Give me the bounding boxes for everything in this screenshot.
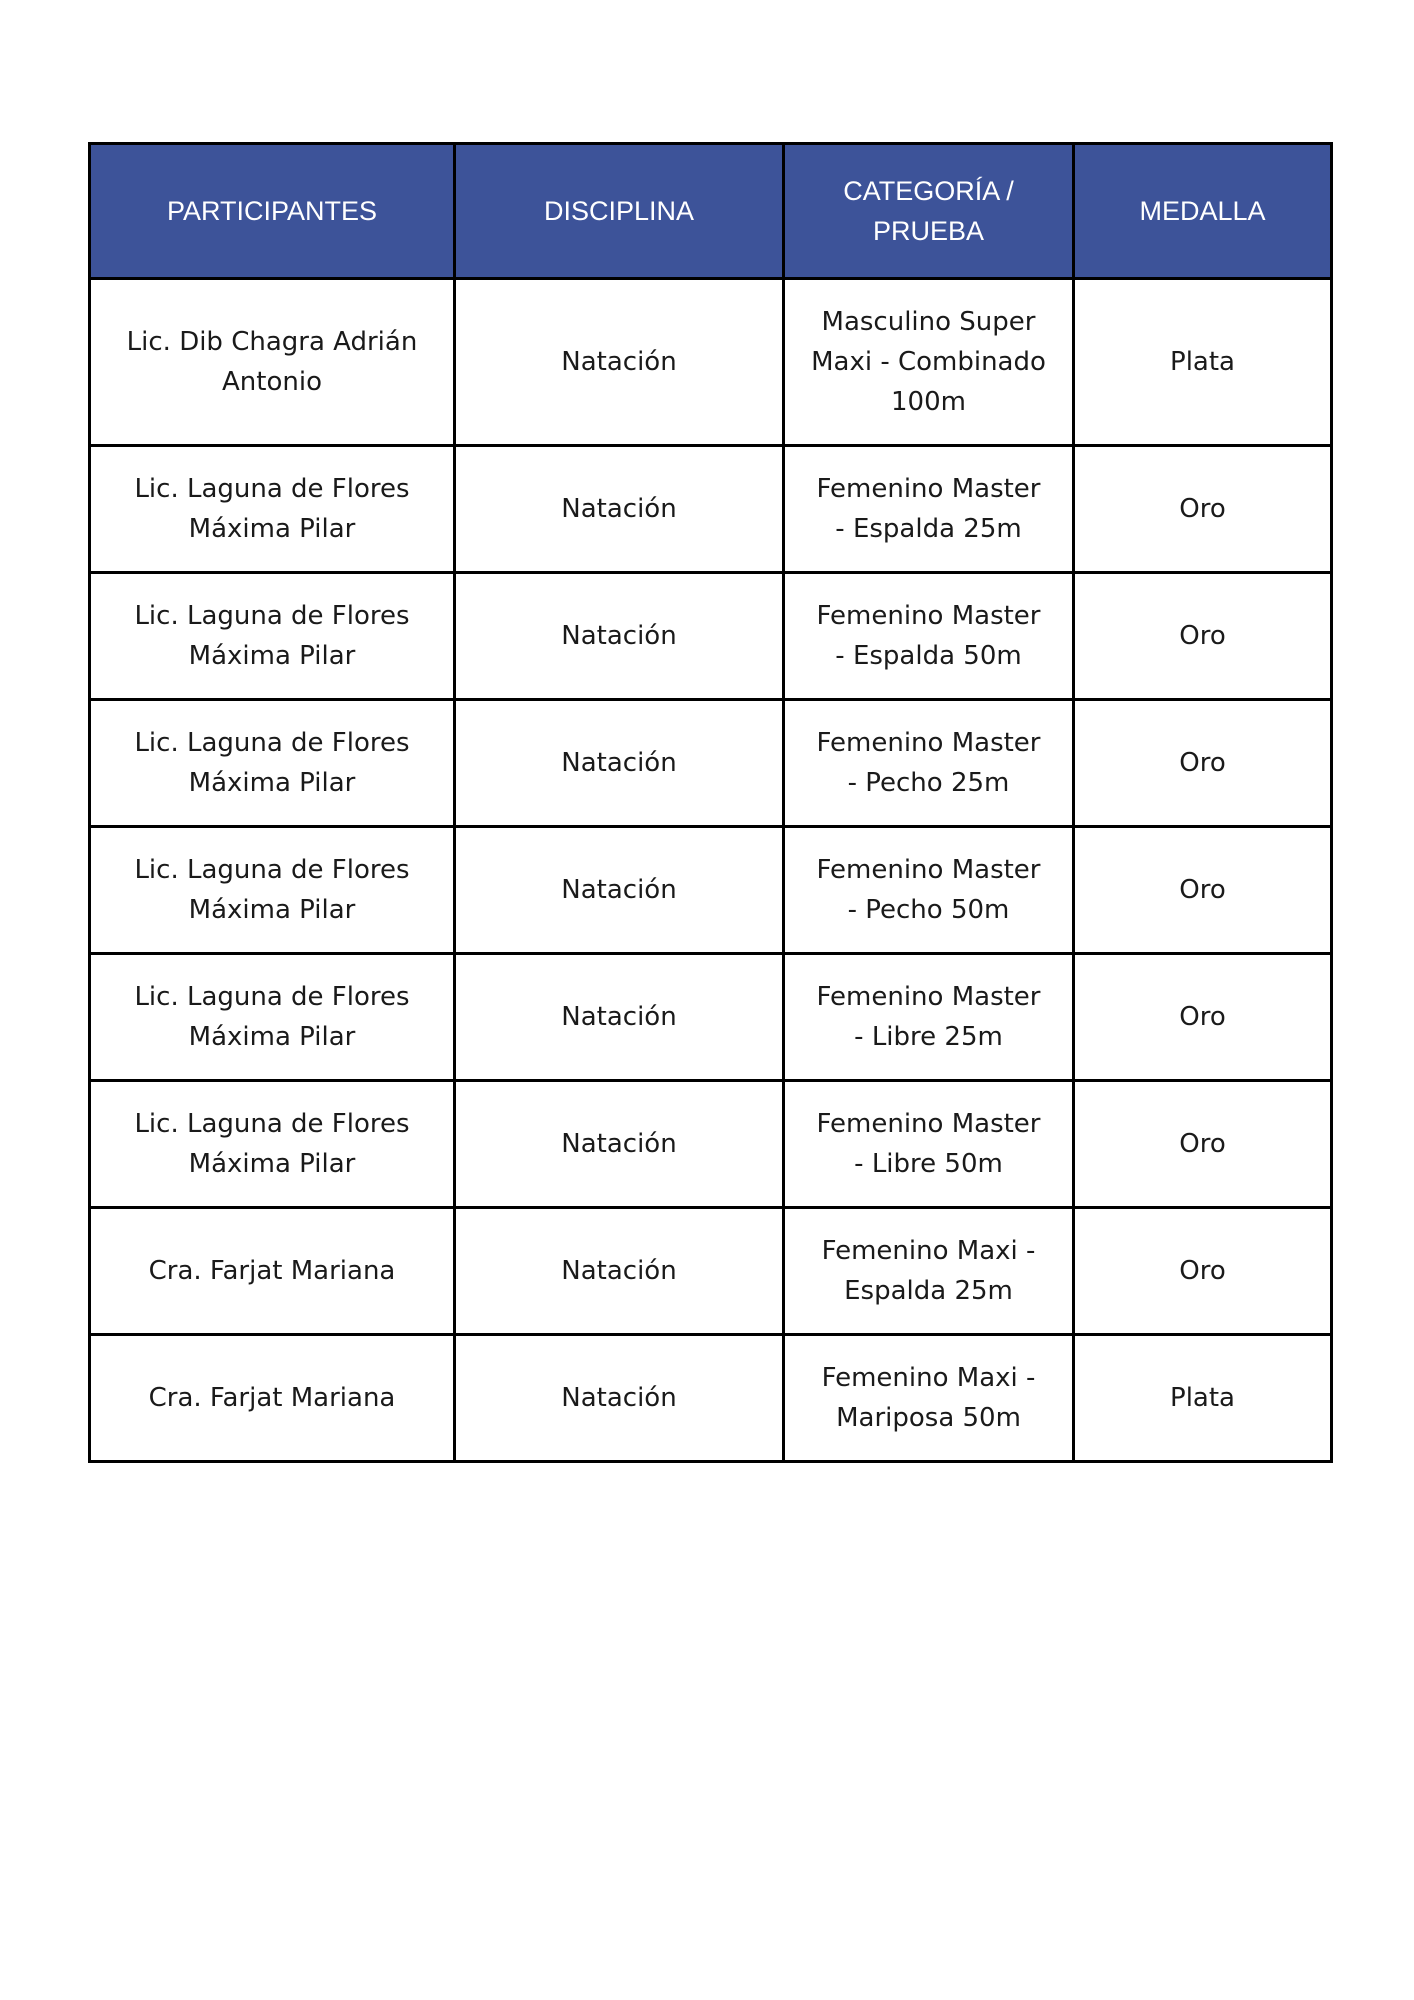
cell-participante: Cra. Farjat Mariana bbox=[90, 1208, 455, 1335]
cell-participante: Lic. Laguna de Flores Máxima Pilar bbox=[90, 700, 455, 827]
cell-participante: Lic. Laguna de Flores Máxima Pilar bbox=[90, 954, 455, 1081]
cell-disciplina: Natación bbox=[455, 1335, 784, 1462]
cell-disciplina: Natación bbox=[455, 446, 784, 573]
cell-categoria: Femenino Master - Libre 50m bbox=[784, 1081, 1074, 1208]
cell-disciplina: Natación bbox=[455, 954, 784, 1081]
table-row bbox=[90, 279, 1332, 446]
cell-participante: Cra. Farjat Mariana bbox=[90, 1335, 455, 1462]
cell-medalla: Plata bbox=[1074, 279, 1332, 446]
table-row bbox=[90, 700, 1332, 827]
cell-disciplina: Natación bbox=[455, 573, 784, 700]
cell-categoria: Femenino Maxi - Mariposa 50m bbox=[784, 1335, 1074, 1462]
header-categoria: CATEGORÍA / PRUEBA bbox=[784, 144, 1074, 279]
header-medalla: MEDALLA bbox=[1074, 144, 1332, 279]
cell-categoria: Femenino Master - Pecho 25m bbox=[784, 700, 1074, 827]
table-row bbox=[90, 954, 1332, 1081]
table-row bbox=[90, 1081, 1332, 1208]
header-participantes: PARTICIPANTES bbox=[90, 144, 455, 279]
table-row bbox=[90, 573, 1332, 700]
cell-medalla: Oro bbox=[1074, 446, 1332, 573]
cell-medalla: Oro bbox=[1074, 573, 1332, 700]
cell-disciplina: Natación bbox=[455, 1081, 784, 1208]
table-row bbox=[90, 1208, 1332, 1335]
cell-medalla: Plata bbox=[1074, 1335, 1332, 1462]
cell-categoria: Femenino Master - Espalda 25m bbox=[784, 446, 1074, 573]
cell-participante: Lic. Laguna de Flores Máxima Pilar bbox=[90, 827, 455, 954]
cell-medalla: Oro bbox=[1074, 700, 1332, 827]
cell-disciplina: Natación bbox=[455, 827, 784, 954]
table-header-row bbox=[90, 144, 1332, 279]
cell-disciplina: Natación bbox=[455, 1208, 784, 1335]
cell-participante: Lic. Dib Chagra Adrián Antonio bbox=[90, 279, 455, 446]
cell-medalla: Oro bbox=[1074, 954, 1332, 1081]
cell-categoria: Masculino Super Maxi - Combinado 100m bbox=[784, 279, 1074, 446]
cell-disciplina: Natación bbox=[455, 700, 784, 827]
cell-medalla: Oro bbox=[1074, 1081, 1332, 1208]
cell-medalla: Oro bbox=[1074, 1208, 1332, 1335]
cell-categoria: Femenino Master - Espalda 50m bbox=[784, 573, 1074, 700]
cell-medalla: Oro bbox=[1074, 827, 1332, 954]
cell-categoria: Femenino Maxi - Espalda 25m bbox=[784, 1208, 1074, 1335]
cell-participante: Lic. Laguna de Flores Máxima Pilar bbox=[90, 1081, 455, 1208]
table-row bbox=[90, 827, 1332, 954]
cell-disciplina: Natación bbox=[455, 279, 784, 446]
cell-categoria: Femenino Master - Libre 25m bbox=[784, 954, 1074, 1081]
results-table bbox=[88, 142, 1333, 1463]
cell-participante: Lic. Laguna de Flores Máxima Pilar bbox=[90, 573, 455, 700]
table-row bbox=[90, 1335, 1332, 1462]
cell-categoria: Femenino Master - Pecho 50m bbox=[784, 827, 1074, 954]
cell-participante: Lic. Laguna de Flores Máxima Pilar bbox=[90, 446, 455, 573]
header-disciplina: DISCIPLINA bbox=[455, 144, 784, 279]
table-row bbox=[90, 446, 1332, 573]
